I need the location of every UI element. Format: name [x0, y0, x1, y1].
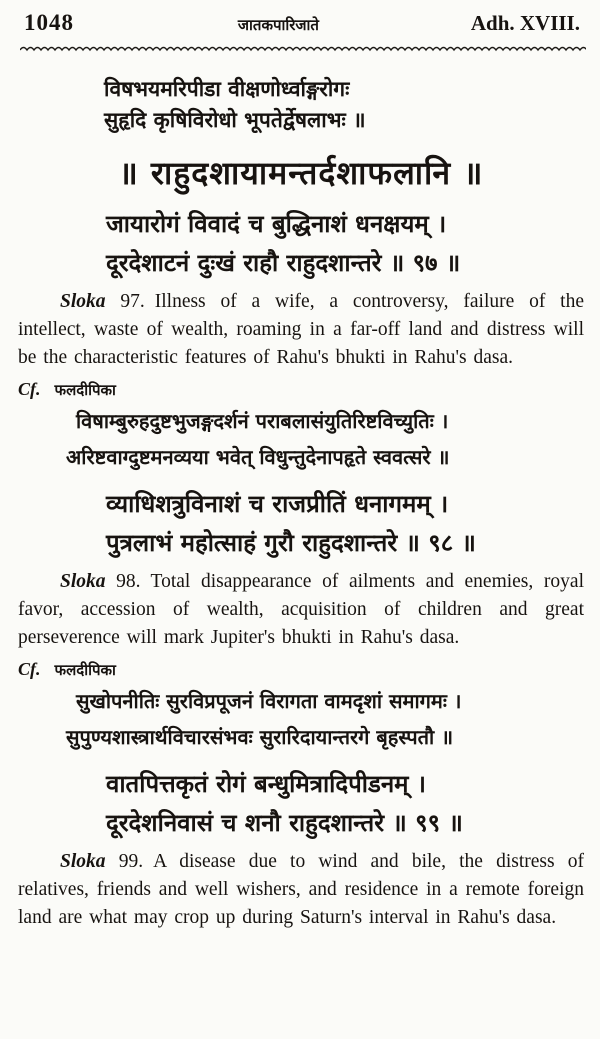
sloka-number: 98.	[116, 571, 141, 592]
sanskrit-line: दूरदेशाटनं दुःखं राहौ राहुदशान्तरे ॥ ९७ ॥	[106, 249, 461, 277]
page-header	[18, 10, 584, 36]
translation-text: Illness of a wife, a controversy, failure of the intellect, waste of wealth, roaming in a far-off land and distress will be the characteristic features of Rahu's bhukti in Rahu's dasa.	[18, 291, 585, 368]
cf-reference-98	[18, 659, 584, 680]
sanskrit-line: जायारोगं विवादं च बुद्धिनाशं धनक्षयम् ।	[106, 210, 447, 238]
sloka-99-sanskrit	[106, 765, 584, 843]
cf-label: Cf.	[18, 659, 41, 679]
quote-line: विषाम्बुरुहदुष्टभुजङ्गदर्शनं पराबलासंयुतिरिष्टविच्युतिः ।	[76, 409, 449, 433]
sloka-label: Sloka	[60, 291, 106, 312]
quote-line: सुपुण्यशास्त्रार्थविचारसंभवः सुरारिदायान्तरगे बृहस्पतौ ॥	[66, 725, 454, 749]
wave-path	[20, 48, 586, 51]
sloka-97-translation	[18, 288, 584, 372]
cf-reference-97	[18, 379, 584, 400]
running-title: जातकपारिजाते	[237, 16, 319, 34]
wavy-divider-rule	[20, 44, 586, 54]
quote-line: अरिष्टवाग्दुष्टमनव्यया भवेत् विधुन्तुदेनापहृते स्ववत्सरे ॥	[66, 445, 450, 469]
sloka-label: Sloka	[60, 851, 106, 872]
section-heading: ॥ राहुदशायामन्तर्दशाफलानि ॥	[118, 154, 484, 192]
cf-quote-98	[66, 683, 584, 755]
intro-verse	[104, 74, 584, 136]
sloka-98-sanskrit	[106, 485, 584, 563]
intro-verse-line: विषभयमरिपीडा वीक्षणोर्ध्वाङ्गरोगः	[104, 77, 350, 101]
quote-line: सुखोपनीतिः सुरविप्रपूजनं विरागता वामदृशां समागमः ।	[76, 689, 462, 713]
sloka-label: Sloka	[60, 571, 106, 592]
translation-text: Total disappearance of ailments and enemies, royal favor, accession of wealth, acquisition of children and great perseverence will mark Jupiter's bhukti in Rahu's dasa.	[18, 571, 584, 648]
sloka-97-sanskrit	[106, 205, 584, 283]
sloka-99-translation	[18, 848, 584, 932]
sanskrit-line: दूरदेशनिवासं च शनौ राहुदशान्तरे ॥ ९९ ॥	[106, 809, 463, 837]
cf-source: फलदीपिका	[54, 661, 116, 679]
cf-label: Cf.	[18, 379, 41, 399]
sloka-98-translation	[18, 568, 584, 652]
cf-source: फलदीपिका	[54, 381, 116, 399]
sanskrit-line: व्याधिशत्रुविनाशं च राजप्रीतिं धनागमम् ।	[106, 490, 449, 518]
translation-text: A disease due to wind and bile, the distress of relatives, friends and well wishers, and residence in a remote foreign land are what may crop up during Saturn's interval in Rahu's dasa.	[18, 851, 585, 928]
intro-verse-line: सुहृदि कृषिविरोधो भूपतेर्द्वेषलाभः ॥	[104, 108, 366, 132]
page-number: 1048	[24, 10, 74, 35]
chapter-label: Adh. XVIII.	[470, 11, 580, 35]
cf-quote-97	[66, 403, 584, 475]
sloka-number: 99.	[118, 851, 144, 872]
sloka-number: 97.	[120, 291, 145, 312]
sanskrit-line: पुत्रलाभं महोत्साहं गुरौ राहुदशान्तरे ॥ ९८ ॥	[106, 529, 476, 557]
sanskrit-line: वातपित्तकृतं रोगं बन्धुमित्रादिपीडनम् ।	[106, 770, 426, 798]
